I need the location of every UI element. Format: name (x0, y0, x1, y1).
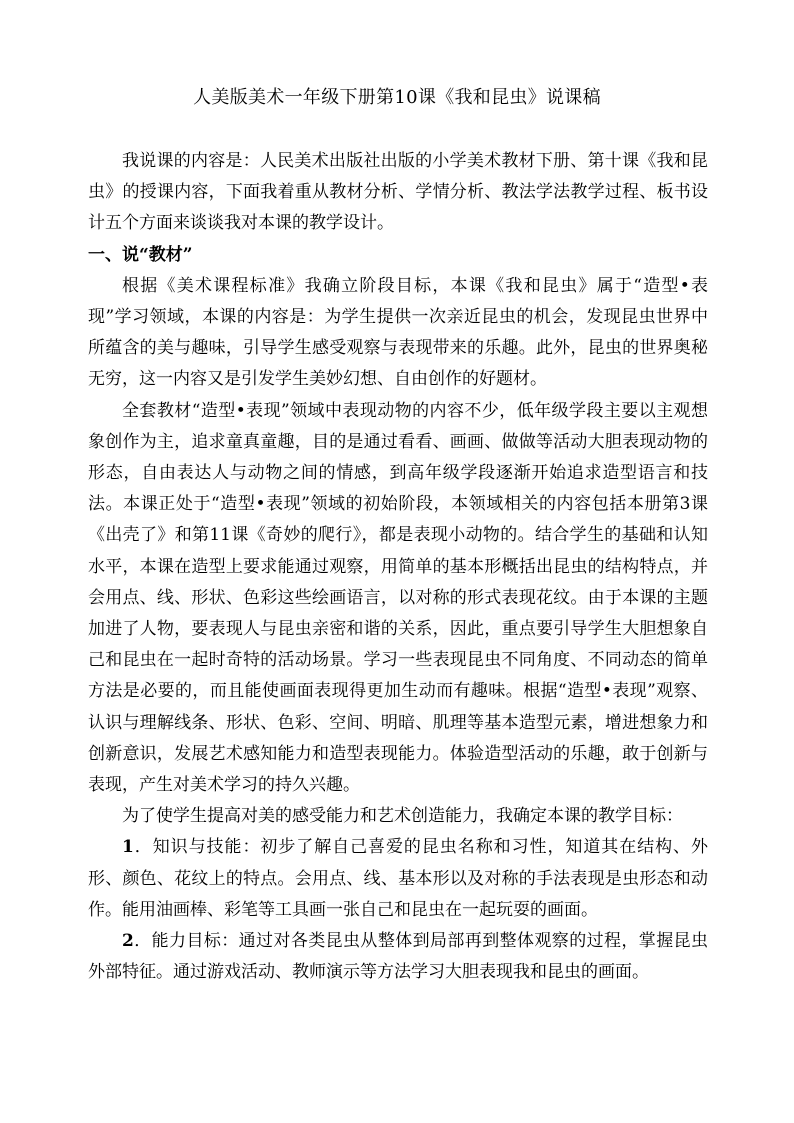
document-body (88, 146, 708, 988)
goal-text: ．能力目标：通过对各类昆虫从整体到局部再到整体观察的过程，掌握昆虫外部特征。通过游戏活动、教师演示等方法学习大胆表现我和昆虫的画面。 (88, 931, 708, 983)
section-heading-textbook: 一、说“教材” (88, 244, 193, 265)
goal-item-ability (88, 926, 708, 988)
goal-number: 1 (122, 837, 134, 858)
goal-text: ．知识与技能：初步了解自己喜爱的昆虫名称和习性，知道其在结构、外形、颜色、花纹上的特点。会用点、线、基本形以及对称的手法表现是虫形态和动作。能用油画棒、彩笔等工具画一张自己和昆虫在一起玩耍的画面。 (88, 837, 708, 920)
goal-item-knowledge (88, 832, 708, 926)
paragraph-curriculum: 根据《美术课程标准》我确立阶段目标，本课《我和昆虫》属于“造型•表现”学习领域，本课的内容是：为学生提供一次亲近昆虫的机会，发现昆虫世界中所蕴含的美与趣味，引导学生感受观察与表现带来的乐趣。此外，昆虫的世界奥秘无穷，这一内容又是引发学生美妙幻想、自由创作的好题材。 (88, 275, 708, 390)
goal-number: 2 (122, 931, 134, 952)
paragraph-textbook-analysis: 全套教材“造型•表现”领域中表现动物的内容不少，低年级学段主要以主观想象创作为主，追求童真童趣，目的是通过看看、画画、做做等活动大胆表现动物的形态，自由表达人与动物之间的情感，到高年级学段逐渐开始追求造型语言和技法。本课正处于“造型•表现”领域的初始阶段，本领域相关的内容包括本册第3课《出壳了》和第11课《奇妙的爬行》，都是表现小动物的。结合学生的基础和认知水平，本课在造型上要求能通过观察，用简单的基本形概括出昆虫的结构特点，并会用点、线、形状、色彩这些绘画语言，以对称的形式表现花纹。由于本课的主题加进了人物，要表现人与昆虫亲密和谐的关系，因此，重点要引导学生大胆想象自己和昆虫在一起时奇特的活动场景。学习一些表现昆虫不同角度、不同动态的简单方法是必要的，而且能使画面表现得更加生动而有趣味。根据“造型•表现”观察、认识与理解线条、形状、色彩、空间、明暗、肌理等基本造型元素，增进想象力和创新意识，发展艺术感知能力和造型表现能力。体验造型活动的乐趣，敢于创新与表现，产生对美术学习的持久兴趣。 (88, 400, 708, 796)
paragraph-goals-intro: 为了使学生提高对美的感受能力和艺术创造能力，我确定本课的教学目标： (122, 806, 683, 827)
intro-paragraph: 我说课的内容是：人民美术出版社出版的小学美术教材下册、第十课《我和昆虫》的授课内容，下面我着重从教材分析、学情分析、教法学法教学过程、板书设计五个方面来谈谈我对本课的教学设计。 (88, 151, 708, 234)
document-title: 人美版美术一年级下册第10课《我和昆虫》说课稿 (193, 87, 601, 108)
